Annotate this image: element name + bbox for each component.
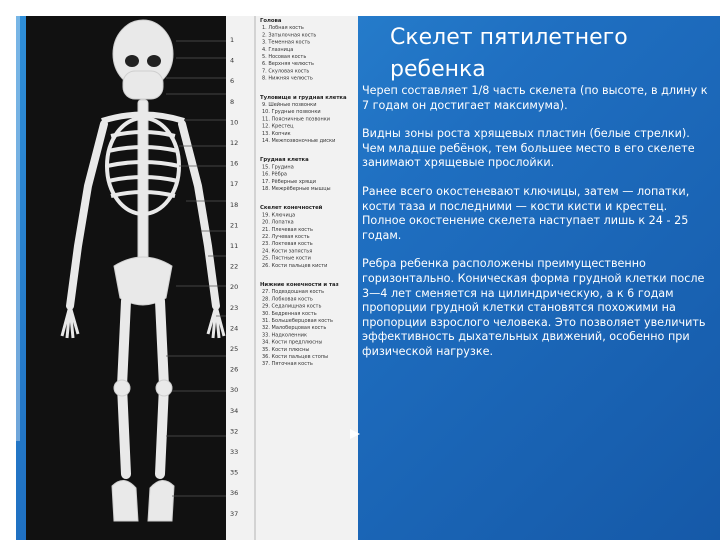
paragraph-ribs: Ребра ребенка расположены преимущественно горизонтально. Коническая форма грудной клетки после 3—4 лет сменяется на цилиндрическую, а к 6 годам пропорции грудной клетки становятся похожими на пропорции взрослого человека. Это позволяет увеличить эффективность дыхательных движений, особенно при физической нагрузке. bbox=[362, 257, 706, 358]
left-eye-socket bbox=[125, 55, 139, 67]
figure-number: 26 bbox=[230, 365, 239, 374]
figure-number: 37 bbox=[230, 509, 239, 518]
key-item: 4. Глазница bbox=[262, 46, 294, 53]
figure-number: 4 bbox=[230, 56, 235, 65]
key-item: 15. Грудина bbox=[262, 164, 294, 171]
figure-number: 34 bbox=[230, 406, 239, 415]
number-column bbox=[230, 36, 238, 518]
key-item: 5. Носовая кость bbox=[262, 54, 307, 60]
figure-number: 25 bbox=[230, 345, 239, 353]
figure-number: 22 bbox=[230, 262, 239, 271]
figure-key bbox=[260, 18, 347, 367]
key-item: 31. Большеберцовая кость bbox=[262, 318, 333, 324]
right-eye-socket bbox=[147, 55, 161, 67]
slide-body bbox=[362, 84, 712, 374]
key-item: 8. Нижняя челюсть bbox=[262, 75, 313, 82]
figure-number: 18 bbox=[230, 200, 239, 209]
key-item: 29. Седалищная кость bbox=[262, 303, 322, 310]
key-heading: Грудная клетка bbox=[260, 157, 309, 164]
figure-number: 20 bbox=[230, 283, 239, 292]
paragraph-skull: Череп составляет 1/8 часть скелета (по высоте, в длину к 7 годам он достигает максимума). bbox=[362, 84, 708, 112]
figure-number: 23 bbox=[230, 303, 239, 312]
key-item: 9. Шейные позвонки bbox=[262, 102, 317, 108]
paragraph-growth-zones: Видны зоны роста хрящевых пластин (белые стрелки). Чем младше ребёнок, тем большее место в его скелете занимают хрящевые прослойки. bbox=[362, 127, 695, 170]
key-item: 16. Рёбра bbox=[262, 171, 287, 178]
key-heading: Скелет конечностей bbox=[260, 205, 323, 212]
key-item: 2. Затылочная кость bbox=[262, 32, 317, 39]
key-item: 26. Кости пальцев кисти bbox=[262, 262, 328, 269]
figure-number: 16 bbox=[230, 159, 239, 168]
key-item: 11. Поясничные позвонки bbox=[262, 116, 331, 123]
skeleton-figure bbox=[26, 16, 358, 540]
key-item: 19. Ключица bbox=[262, 212, 296, 219]
right-knee bbox=[156, 380, 172, 396]
key-item: 37. Пяточная кость bbox=[262, 361, 313, 368]
arrow-bullet-icon bbox=[348, 427, 362, 441]
key-item: 18. Межрёберные мышцы bbox=[262, 186, 331, 192]
slide-accent-stripe bbox=[15, 16, 20, 441]
figure-number: 21 bbox=[230, 221, 239, 230]
left-foot bbox=[112, 480, 138, 521]
key-item: 27. Подвздошная кость bbox=[262, 289, 325, 296]
skeleton-illustration bbox=[26, 16, 358, 540]
figure-number: 36 bbox=[230, 489, 239, 498]
slide-title: Скелет пятилетнего ребенка bbox=[390, 25, 628, 82]
key-item: 1. Лобная кость bbox=[262, 25, 304, 32]
key-item: 7. Скуловая кость bbox=[262, 68, 310, 75]
figure-number: 17 bbox=[230, 180, 239, 189]
key-item: 35. Кости плюсны bbox=[262, 346, 310, 353]
key-item: 3. Теменная кость bbox=[262, 39, 311, 46]
key-heading: Голова bbox=[260, 18, 282, 24]
key-item: 10. Грудные позвонки bbox=[262, 109, 321, 116]
key-item: 36. Кости пальцев стопы bbox=[262, 354, 329, 360]
key-item: 22. Лучевая кость bbox=[262, 234, 310, 240]
key-heading: Нижние конечности и таз bbox=[260, 282, 339, 288]
left-knee bbox=[114, 380, 130, 396]
paragraph-ossification: Ранее всего окостеневают ключицы, затем — лопатки, кости таза и последними — кости кисти и крестец. Полное окостенение скелета наступает лишь к 24 - 25 годам. bbox=[362, 184, 690, 242]
key-heading: Туловище и грудная клетка bbox=[260, 94, 347, 101]
right-foot bbox=[148, 480, 174, 521]
figure-number: 24 bbox=[230, 324, 239, 333]
key-item: 6. Верхняя челюсть bbox=[262, 61, 314, 68]
figure-number: 33 bbox=[230, 448, 239, 456]
key-item: 17. Рёберные хрящи bbox=[262, 178, 316, 185]
key-item: 34. Кости предплюсны bbox=[262, 339, 323, 346]
key-item: 25. Пястные кости bbox=[262, 255, 311, 262]
key-item: 23. Локтевая кость bbox=[262, 241, 313, 248]
key-item: 14. Межпозвоночные диски bbox=[262, 138, 336, 144]
key-item: 12. Крестец bbox=[262, 123, 294, 130]
figure-number: 1 bbox=[230, 36, 235, 44]
figure-number: 10 bbox=[230, 118, 239, 127]
figure-number: 8 bbox=[230, 97, 235, 106]
key-item: 28. Лобковая кость bbox=[262, 296, 313, 303]
figure-number: 32 bbox=[230, 427, 239, 436]
key-item: 20. Лопатка bbox=[262, 219, 294, 226]
key-item: 13. Копчик bbox=[262, 130, 291, 137]
figure-number: 30 bbox=[230, 386, 239, 395]
jaw bbox=[123, 71, 163, 99]
key-item: 21. Плечевая кость bbox=[262, 226, 313, 233]
key-item: 24. Кости запястья bbox=[262, 248, 313, 255]
figure-number: 11 bbox=[230, 242, 239, 250]
figure-number: 35 bbox=[230, 468, 239, 477]
key-item: 33. Надколенник bbox=[262, 332, 307, 339]
key-item: 32. Малоберцовая кость bbox=[262, 325, 327, 332]
figure-number: 12 bbox=[230, 139, 239, 147]
figure-number: 6 bbox=[230, 77, 235, 86]
key-item: 30. Бедренная кость bbox=[262, 310, 317, 317]
